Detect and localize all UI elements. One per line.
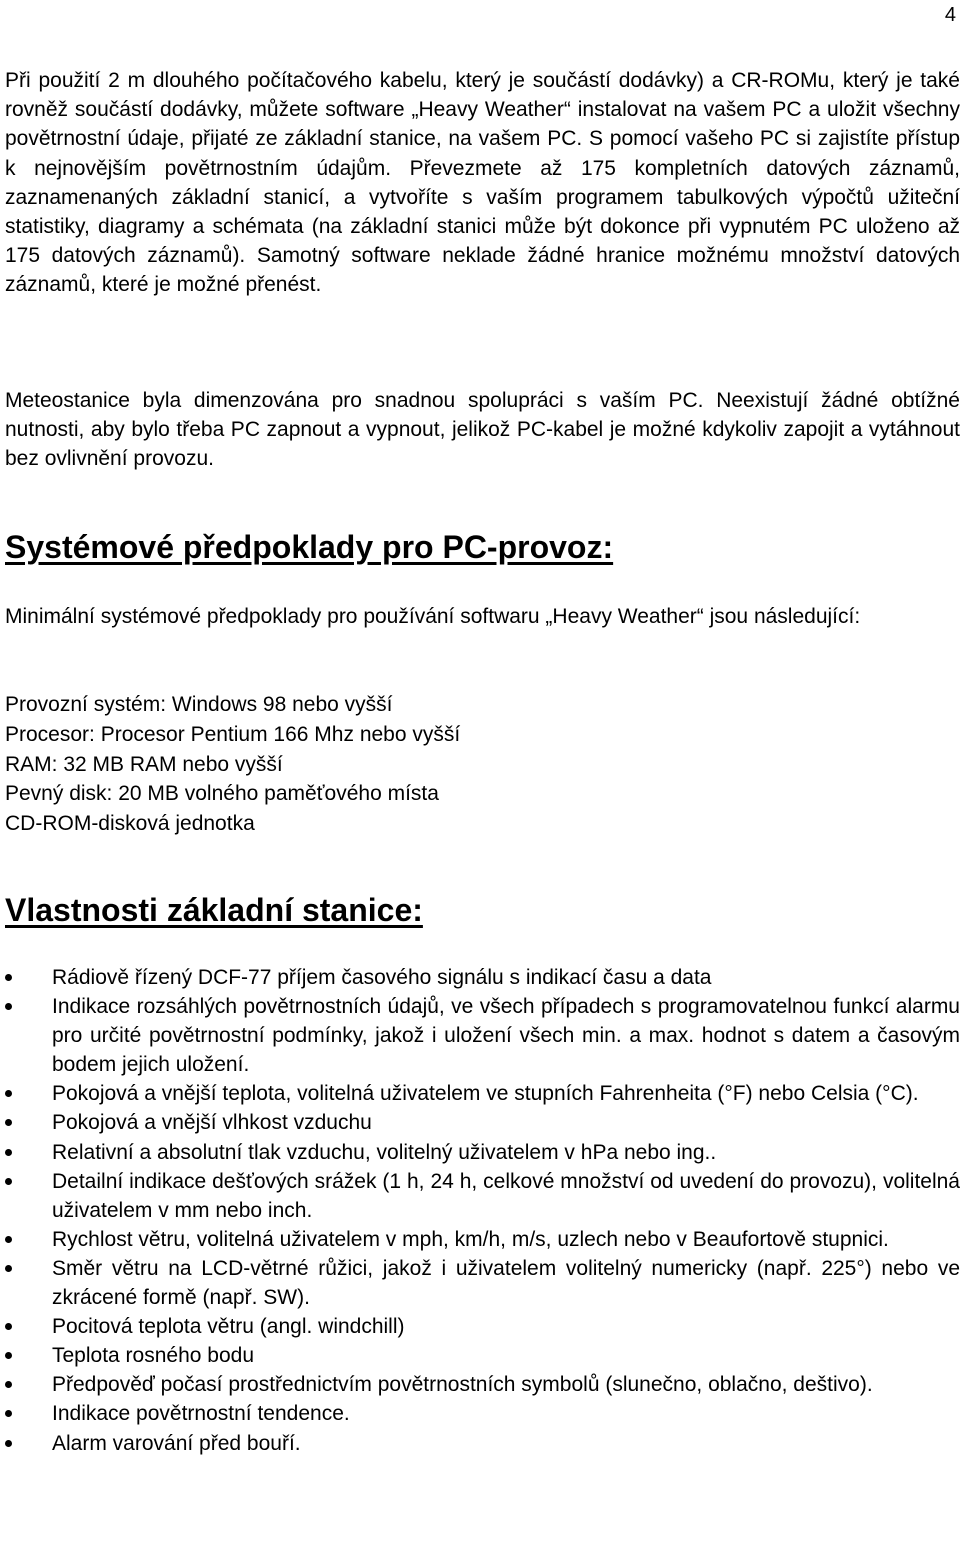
bullet-icon <box>5 1440 12 1447</box>
feature-text: Indikace povětrnostní tendence. <box>52 1402 350 1426</box>
base-station-heading: Vlastnosti základní stanice: <box>5 892 423 928</box>
page-number: 4 <box>944 4 956 26</box>
bullet-icon <box>5 1236 12 1243</box>
bullet-icon <box>5 1178 12 1185</box>
feature-item <box>0 1108 960 1137</box>
feature-item <box>0 1079 960 1108</box>
feature-item <box>0 1225 960 1254</box>
bullet-icon <box>5 1352 12 1359</box>
requirement-ram: RAM: 32 MB RAM nebo vyšší <box>5 752 283 776</box>
feature-item <box>0 1341 960 1370</box>
feature-text: Rádiově řízený DCF-77 příjem časového signálu s indikací času a data <box>52 966 712 989</box>
feature-text: Teplota rosného bodu <box>52 1344 254 1368</box>
feature-text: Pokojová a vnější teplota, volitelná uživatelem ve stupních Fahrenheita (°F) nebo Celsia (°C). <box>52 1082 919 1106</box>
requirement-os: Provozní systém: Windows 98 nebo vyšší <box>5 693 393 716</box>
base-station-feature-list <box>0 963 960 1458</box>
intro-paragraph-1: Při použití 2 m dlouhého počítačového kabelu, který je součástí dodávky) a CR-ROMu, který je také rovněž součástí dodávky, můžete software „Heavy Weather“ instalovat na vašem PC a uložit všechny povětrnostní údaje, přijaté ze základní stanice, na vašem PC. S pomocí vašeho PC si zajistíte přístup k nejnovějším povětrnostním údajům. Převezmete až 175 kompletních datových záznamů, zaznamenaných základní stanicí, a vytvoříte s vaším programem tabulkových výpočtů užiteční statistiky, diagramy a schémata (na základní stanici může být dokonce při vypnutém PC uloženo až 175 datových záznamů). Samotný software neklade žádné hranice možnému množství datových záznamů, které je možné přenést. <box>5 69 960 297</box>
system-requirements-intro: Minimální systémové předpoklady pro používání softwaru „Heavy Weather“ jsou následující: <box>5 605 861 628</box>
feature-text: Alarm varování před bouří. <box>52 1431 301 1455</box>
bullet-icon <box>5 1323 12 1330</box>
feature-item <box>0 1167 960 1225</box>
bullet-icon <box>5 1381 12 1388</box>
bullet-icon <box>5 1119 12 1126</box>
feature-text: Předpověď počasí prostřednictvím povětrnostních symbolů (slunečno, oblačno, deštivo). <box>52 1373 873 1397</box>
requirement-processor: Procesor: Procesor Pentium 166 Mhz nebo vyšší <box>5 722 461 746</box>
bullet-icon <box>5 1265 12 1272</box>
feature-item <box>0 1138 960 1167</box>
feature-text: Relativní a absolutní tlak vzduchu, volitelný uživatelem v hPa nebo ing.. <box>52 1140 717 1164</box>
bullet-icon <box>5 1410 12 1417</box>
bullet-icon <box>5 974 12 981</box>
feature-item <box>0 1312 960 1341</box>
bullet-icon <box>5 1003 12 1010</box>
feature-item <box>0 1399 960 1428</box>
system-requirements-list <box>5 690 460 839</box>
feature-item <box>0 963 960 992</box>
intro-paragraph-2: Meteostanice byla dimenzována pro snadnou spolupráci s vaším PC. Neexistují žádné obtížné nutnosti, aby bylo třeba PC zapnout a vypnout, jelikož PC-kabel je možné kdykoliv zapojit a vytáhnout bez ovlivnění provozu. <box>5 389 960 471</box>
feature-item <box>0 1370 960 1399</box>
feature-text: Pokojová a vnější vlhkost vzduchu <box>52 1111 372 1135</box>
feature-item <box>0 1429 960 1458</box>
feature-text: Indikace rozsáhlých povětrnostních údajů, ve všech případech s programovatelnou funkcí alarmu pro určité povětrnostní podmínky, jakož i uložení všech min. a max. hodnot s datem a časovým bodem jejich uložení. <box>52 995 960 1077</box>
feature-item <box>0 992 960 1079</box>
feature-text: Detailní indikace dešťových srážek (1 h, 24 h, celkové množství od uvedení do provozu), volitelná uživatelem v mm nebo inch. <box>52 1169 960 1222</box>
system-requirements-heading: Systémové předpoklady pro PC-provoz: <box>5 529 614 565</box>
requirement-cdrom: CD-ROM-disková jednotka <box>5 812 255 836</box>
feature-text: Rychlost větru, volitelná uživatelem v mph, km/h, m/s, uzlech nebo v Beaufortově stupnici. <box>52 1227 889 1251</box>
feature-text: Pocitová teplota větru (angl. windchill) <box>52 1315 405 1339</box>
requirement-disk: Pevný disk: 20 MB volného paměťového místa <box>5 782 439 806</box>
feature-text: Směr větru na LCD-větrné růžici, jakož i uživatelem volitelný numericky (např. 225°) nebo ve zkrácené formě (např. SW). <box>52 1256 960 1310</box>
bullet-icon <box>5 1090 12 1097</box>
bullet-icon <box>5 1149 12 1156</box>
feature-item <box>0 1254 960 1312</box>
